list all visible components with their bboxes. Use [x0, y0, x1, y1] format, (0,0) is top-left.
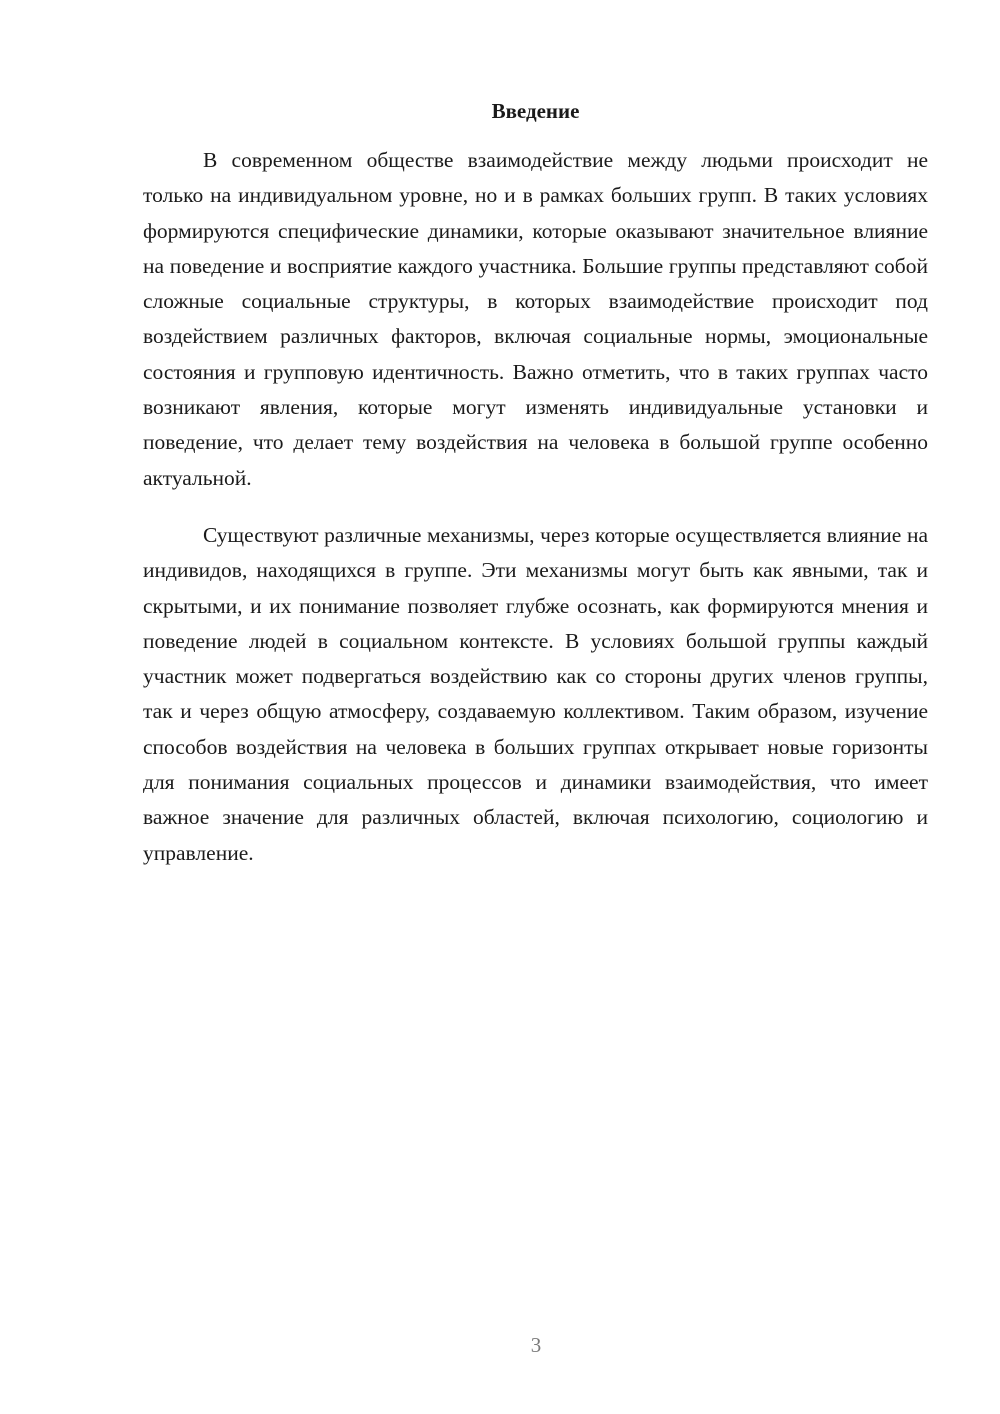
section-title: Введение — [491, 99, 580, 123]
paragraph-2: Существуют различные механизмы, через которые осуществляется влияние на индивидов, находящихся в группе. Эти механизмы могут быть как явными, так и скрытыми, и их понимание позволяет глубже осознать, как формируются мнения и поведение людей в социальном контексте. В условиях большой группы каждый участник может подвергаться воздействию как со стороны других членов группы, так и через общую атмосферу, создаваемую коллективом. Таким образом, изучение способов воздействия на человека в больших группах открывает новые горизонты для понимания социальных процессов и динамики взаимодействия, что имеет важное значение для различных областей, включая психологию, социологию и управление. — [143, 522, 928, 865]
paragraph-1: В современном обществе взаимодействие между людьми происходит не только на индивидуальном уровне, но и в рамках больших групп. В таких условиях формируются специфические динамики, которые оказывают значительное влияние на поведение и восприятие каждого участника. Большие группы представляют собой сложные социальные структуры, в которых взаимодействие происходит под воздействием различных факторов, включая социальные нормы, эмоциональные состояния и групповую идентичность. Важно отметить, что в таких группах часто возникают явления, которые могут изменять индивидуальные установки и поведение, что делает тему воздействия на человека в большой группе особенно актуальной. — [143, 148, 928, 490]
page-content — [143, 96, 928, 871]
page-number: 3 — [530, 1333, 542, 1357]
